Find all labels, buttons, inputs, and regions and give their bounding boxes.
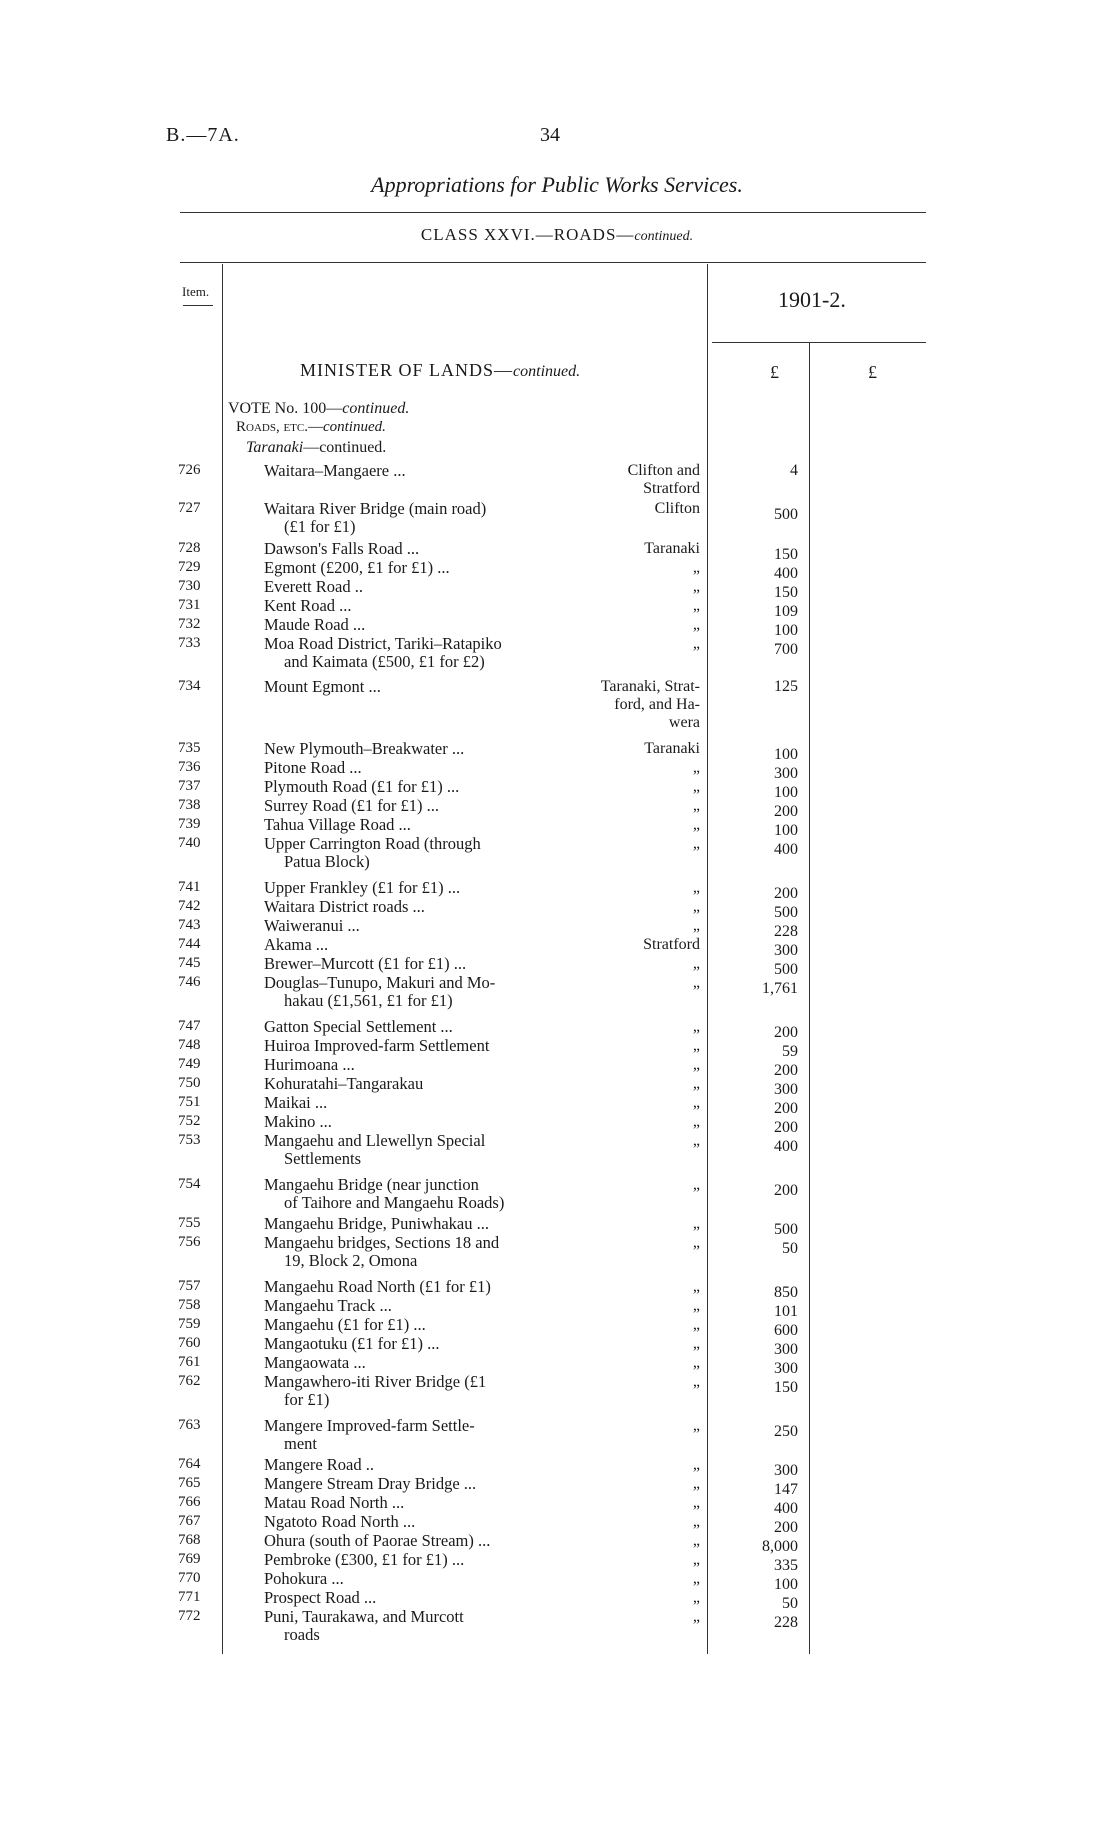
vote-heading-main: VOTE No. 100— — [228, 400, 343, 417]
item-number: 761 — [178, 1354, 201, 1370]
class-heading — [0, 225, 1114, 245]
amount-value: 250 — [774, 1423, 798, 1440]
road-description: Huiroa Improved-farm Settlement — [264, 1036, 490, 1055]
region-heading — [246, 439, 386, 457]
currency-label-1: £ — [770, 362, 779, 382]
amount-value: 228 — [774, 923, 798, 940]
electoral-district: „ — [692, 1316, 700, 1333]
item-number: 771 — [178, 1589, 201, 1605]
district-column-divider — [707, 264, 708, 1654]
electoral-district: „ — [692, 1215, 700, 1232]
road-description: Maude Road ... — [264, 615, 366, 634]
amount-value: 150 — [774, 1379, 798, 1396]
amount-value: 228 — [774, 1614, 798, 1631]
road-description: Pembroke (£300, £1 for £1) ... — [264, 1550, 465, 1569]
road-description: Mangere Road .. — [264, 1455, 374, 1474]
amount-value: 300 — [774, 1341, 798, 1358]
minister-heading — [300, 360, 580, 381]
amount-column-divider — [809, 343, 810, 1654]
road-description: Waitara River Bridge (main road) — [264, 499, 487, 518]
electoral-district: Stratford — [643, 936, 700, 953]
road-description: Gatton Special Settlement ... — [264, 1017, 453, 1036]
electoral-district: Taranaki — [644, 740, 700, 757]
road-description: Mangaehu Bridge, Puniwhakau ... — [264, 1214, 489, 1233]
item-column-header: Item. — [182, 284, 210, 299]
item-number: 766 — [178, 1494, 201, 1510]
item-number: 733 — [178, 635, 201, 651]
year-column-header: 1901-2. — [778, 287, 846, 312]
item-number: 748 — [178, 1037, 201, 1053]
amount-value: 600 — [774, 1322, 798, 1339]
road-description: Upper Frankley (£1 for £1) ... — [264, 878, 461, 897]
electoral-district: „ — [692, 1018, 700, 1035]
road-description: Moa Road District, Tariki–Ratapiko — [264, 634, 502, 653]
electoral-district: Clifton and — [627, 462, 700, 479]
electoral-district: „ — [692, 1532, 700, 1549]
amount-value: 400 — [774, 841, 798, 858]
road-description: Surrey Road (£1 for £1) ... — [264, 796, 440, 815]
electoral-district: Taranaki — [644, 540, 700, 557]
amount-value: 200 — [774, 1119, 798, 1136]
header-rule — [180, 212, 926, 213]
document-code: B.—7A. — [166, 124, 240, 146]
item-number: 764 — [178, 1456, 201, 1472]
road-description: Pohokura ... — [264, 1569, 344, 1588]
electoral-district: „ — [692, 917, 700, 934]
road-description: Tahua Village Road ... — [264, 815, 411, 834]
amount-value: 200 — [774, 803, 798, 820]
road-description: (£1 for £1) — [284, 517, 356, 536]
item-number: 735 — [178, 740, 201, 756]
amount-value: 50 — [782, 1595, 798, 1612]
minister-heading-main: MINISTER OF LANDS— — [300, 360, 514, 380]
electoral-district: „ — [692, 816, 700, 833]
electoral-district: ford, and Ha- — [614, 696, 700, 713]
road-description: Everett Road .. — [264, 577, 363, 596]
item-number: 741 — [178, 879, 201, 895]
item-number: 750 — [178, 1075, 201, 1091]
road-description: Matau Road North ... — [264, 1493, 405, 1512]
item-number: 759 — [178, 1316, 201, 1332]
item-number: 727 — [178, 500, 201, 516]
amount-value: 700 — [774, 641, 798, 658]
electoral-district: „ — [692, 1037, 700, 1054]
amount-value: 400 — [774, 1500, 798, 1517]
electoral-district: „ — [692, 974, 700, 991]
electoral-district: „ — [692, 1589, 700, 1606]
amount-value: 8,000 — [762, 1538, 798, 1555]
item-number: 743 — [178, 917, 201, 933]
amount-value: 100 — [774, 1576, 798, 1593]
road-description: Mount Egmont ... — [264, 677, 381, 696]
roads-heading — [236, 419, 386, 436]
electoral-district: „ — [692, 797, 700, 814]
item-number: 751 — [178, 1094, 201, 1110]
amount-value: 300 — [774, 765, 798, 782]
amount-value: 300 — [774, 1081, 798, 1098]
road-description: Plymouth Road (£1 for £1) ... — [264, 777, 460, 796]
roads-heading-main: Roads, etc.— — [236, 419, 323, 435]
road-description: Prospect Road ... — [264, 1588, 377, 1607]
item-number: 769 — [178, 1551, 201, 1567]
item-number: 763 — [178, 1417, 201, 1433]
electoral-district: „ — [692, 1513, 700, 1530]
road-description: and Kaimata (£500, £1 for £2) — [284, 652, 485, 671]
road-description: for £1) — [284, 1390, 330, 1409]
amount-value: 200 — [774, 885, 798, 902]
road-description: Mangere Stream Dray Bridge ... — [264, 1474, 477, 1493]
electoral-district: „ — [692, 835, 700, 852]
amount-value: 500 — [774, 904, 798, 921]
road-description: ment — [284, 1434, 317, 1453]
electoral-district: „ — [692, 1335, 700, 1352]
road-description: Douglas–Tunupo, Makuri and Mo- — [264, 973, 496, 992]
amount-value: 200 — [774, 1519, 798, 1536]
road-description: Akama ... — [264, 935, 329, 954]
page-number: 34 — [540, 124, 560, 146]
item-number: 744 — [178, 936, 201, 952]
road-description: Waitara–Mangaere ... — [264, 461, 406, 480]
road-description: New Plymouth–Breakwater ... — [264, 739, 465, 758]
road-description: Mangaehu and Llewellyn Special — [264, 1131, 486, 1150]
road-description: Waitara District roads ... — [264, 897, 425, 916]
amount-value: 4 — [790, 462, 798, 479]
road-description: Waiweranui ... — [264, 916, 360, 935]
electoral-district: „ — [692, 1278, 700, 1295]
amount-value: 200 — [774, 1182, 798, 1199]
item-number: 745 — [178, 955, 201, 971]
class-heading-continued: continued. — [634, 229, 694, 244]
road-description: Mangawhero-iti River Bridge (£1 — [264, 1372, 487, 1391]
road-description: Puni, Taurakawa, and Murcott — [264, 1607, 464, 1626]
electoral-district: „ — [692, 898, 700, 915]
item-number: 746 — [178, 974, 201, 990]
page-title: Appropriations for Public Works Services. — [371, 172, 743, 197]
item-number: 732 — [178, 616, 201, 632]
road-description: roads — [284, 1625, 320, 1644]
electoral-district: „ — [692, 1234, 700, 1251]
road-description: Kent Road ... — [264, 596, 352, 615]
amount-value: 300 — [774, 1462, 798, 1479]
electoral-district: „ — [692, 1417, 700, 1434]
electoral-district: „ — [692, 1094, 700, 1111]
item-number: 758 — [178, 1297, 201, 1313]
electoral-district: „ — [692, 1297, 700, 1314]
item-number: 726 — [178, 462, 201, 478]
amount-value: 500 — [774, 961, 798, 978]
electoral-district: „ — [692, 759, 700, 776]
electoral-district: „ — [692, 879, 700, 896]
road-description: 19, Block 2, Omona — [284, 1251, 418, 1270]
electoral-district: Stratford — [643, 480, 700, 497]
road-description: Pitone Road ... — [264, 758, 362, 777]
year-header-underline — [712, 342, 926, 343]
road-description: Brewer–Murcott (£1 for £1) ... — [264, 954, 467, 973]
amount-value: 500 — [774, 506, 798, 523]
electoral-district: „ — [692, 778, 700, 795]
electoral-district: „ — [692, 1373, 700, 1390]
electoral-district: „ — [692, 1551, 700, 1568]
road-description: Mangaehu Track ... — [264, 1296, 392, 1315]
road-description: hakau (£1,561, £1 for £1) — [284, 991, 453, 1010]
vote-heading — [228, 400, 409, 418]
electoral-district: „ — [692, 1176, 700, 1193]
road-description: Egmont (£200, £1 for £1) ... — [264, 558, 450, 577]
currency-label-2: £ — [868, 362, 877, 382]
road-description: Settlements — [284, 1149, 361, 1168]
item-number: 739 — [178, 816, 201, 832]
amount-value: 150 — [774, 546, 798, 563]
item-number: 755 — [178, 1215, 201, 1231]
item-number: 762 — [178, 1373, 201, 1389]
item-number: 760 — [178, 1335, 201, 1351]
road-description: Hurimoana ... — [264, 1055, 355, 1074]
electoral-district: wera — [668, 714, 700, 731]
amount-value: 125 — [774, 678, 798, 695]
item-number: 738 — [178, 797, 201, 813]
amount-value: 150 — [774, 584, 798, 601]
amount-value: 400 — [774, 1138, 798, 1155]
item-number: 753 — [178, 1132, 201, 1148]
road-description: Mangaehu (£1 for £1) ... — [264, 1315, 426, 1334]
amount-value: 850 — [774, 1284, 798, 1301]
item-number: 737 — [178, 778, 201, 794]
amount-value: 100 — [774, 784, 798, 801]
item-number: 730 — [178, 578, 201, 594]
electoral-district: „ — [692, 1456, 700, 1473]
road-description: Kohuratahi–Tangarakau — [264, 1074, 424, 1093]
amount-value: 200 — [774, 1062, 798, 1079]
item-number: 772 — [178, 1608, 201, 1624]
electoral-district: „ — [692, 616, 700, 633]
amount-value: 109 — [774, 603, 798, 620]
item-column-divider — [222, 264, 223, 1654]
item-number: 765 — [178, 1475, 201, 1491]
amount-value: 100 — [774, 622, 798, 639]
region-heading-main: Taranaki — [246, 439, 304, 456]
electoral-district: Taranaki, Strat- — [600, 678, 700, 695]
road-description: Mangaotuku (£1 for £1) ... — [264, 1334, 440, 1353]
electoral-district: „ — [692, 1056, 700, 1073]
amount-value: 200 — [774, 1024, 798, 1041]
road-description: Patua Block) — [284, 852, 370, 871]
electoral-district: „ — [692, 1494, 700, 1511]
item-number: 742 — [178, 898, 201, 914]
item-number: 736 — [178, 759, 201, 775]
amount-value: 50 — [782, 1240, 798, 1257]
road-description: of Taihore and Mangaehu Roads) — [284, 1193, 505, 1212]
item-number: 729 — [178, 559, 201, 575]
amount-value: 147 — [774, 1481, 798, 1498]
amount-value: 300 — [774, 1360, 798, 1377]
road-description: Mangaowata ... — [264, 1353, 366, 1372]
item-number: 731 — [178, 597, 201, 613]
road-description: Ohura (south of Paorae Stream) ... — [264, 1531, 491, 1550]
item-number: 752 — [178, 1113, 201, 1129]
item-number: 770 — [178, 1570, 201, 1586]
item-number: 734 — [178, 678, 201, 694]
electoral-district: „ — [692, 1608, 700, 1625]
roads-heading-continued: continued. — [322, 419, 386, 435]
electoral-district: „ — [692, 1113, 700, 1130]
vote-heading-continued: continued. — [342, 400, 410, 417]
road-description: Dawson's Falls Road ... — [264, 539, 420, 558]
road-description: Mangaehu Bridge (near junction — [264, 1175, 479, 1194]
item-header-underline — [183, 305, 213, 306]
electoral-district: „ — [692, 559, 700, 576]
electoral-district: „ — [692, 1354, 700, 1371]
item-number: 754 — [178, 1176, 201, 1192]
item-number: 757 — [178, 1278, 201, 1294]
amount-value: 100 — [774, 822, 798, 839]
electoral-district: „ — [692, 1475, 700, 1492]
amount-value: 200 — [774, 1100, 798, 1117]
road-description: Mangaehu bridges, Sections 18 and — [264, 1233, 500, 1252]
item-number: 728 — [178, 540, 201, 556]
electoral-district: „ — [692, 597, 700, 614]
item-number: 767 — [178, 1513, 201, 1529]
road-description: Makino ... — [264, 1112, 332, 1131]
amount-value: 500 — [774, 1221, 798, 1238]
table-top-rule — [180, 262, 926, 263]
minister-heading-continued: continued. — [513, 363, 581, 380]
amount-value: 300 — [774, 942, 798, 959]
amount-value: 335 — [774, 1557, 798, 1574]
electoral-district: Clifton — [654, 500, 700, 517]
amount-value: 101 — [774, 1303, 798, 1320]
electoral-district: „ — [692, 635, 700, 652]
electoral-district: „ — [692, 1570, 700, 1587]
item-number: 768 — [178, 1532, 201, 1548]
road-description: Mangere Improved-farm Settle- — [264, 1416, 475, 1435]
electoral-district: „ — [692, 1132, 700, 1149]
amount-value: 400 — [774, 565, 798, 582]
amount-value: 59 — [782, 1043, 798, 1060]
item-number: 756 — [178, 1234, 201, 1250]
road-description: Ngatoto Road North ... — [264, 1512, 416, 1531]
amount-value: 1,761 — [762, 980, 798, 997]
item-number: 740 — [178, 835, 201, 851]
electoral-district: „ — [692, 1075, 700, 1092]
amount-value: 100 — [774, 746, 798, 763]
electoral-district: „ — [692, 578, 700, 595]
road-description: Mangaehu Road North (£1 for £1) — [264, 1277, 491, 1296]
item-number: 749 — [178, 1056, 201, 1072]
class-heading-main: CLASS XXVI.—ROADS— — [420, 225, 635, 244]
region-heading-continued: —continued. — [303, 439, 387, 456]
electoral-district: „ — [692, 955, 700, 972]
item-number: 747 — [178, 1018, 201, 1034]
road-description: Maikai ... — [264, 1093, 328, 1112]
road-description: Upper Carrington Road (through — [264, 834, 481, 853]
